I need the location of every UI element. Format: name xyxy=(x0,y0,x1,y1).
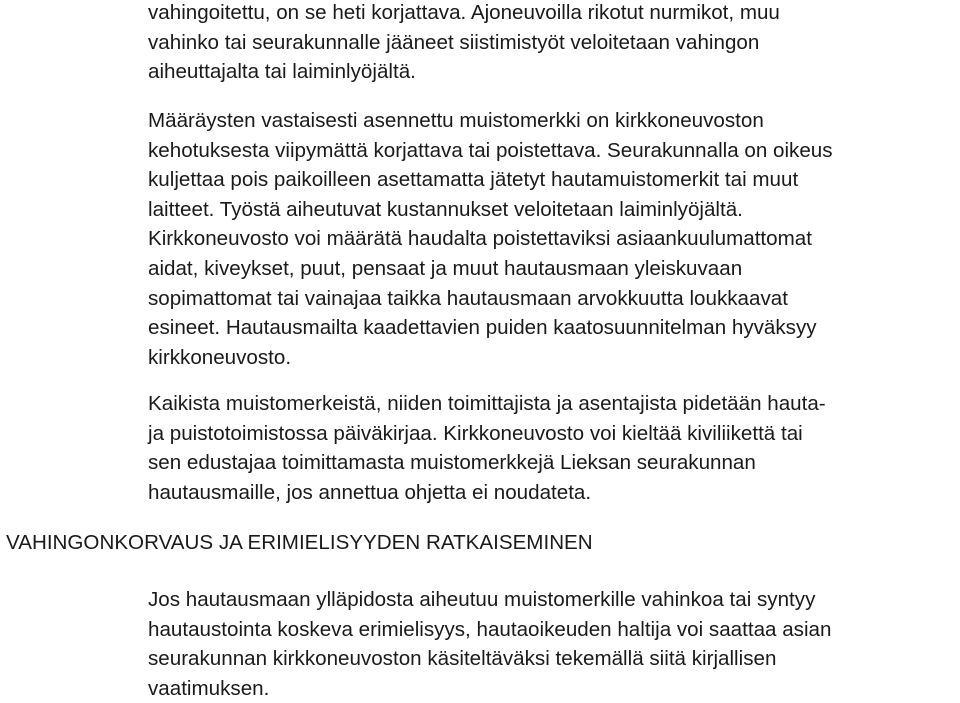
text-line: sopimattomat tai vainajaa taikka hautausmaan arvokkuutta loukkaavat xyxy=(148,286,788,310)
text-line: ja puistotoimistossa päiväkirjaa. Kirkkoneuvosto voi kieltää kiviliikettä tai xyxy=(148,421,803,445)
text-line: kuljettaa pois paikoilleen asettamatta jätetyt hautamuistomerkit tai muut xyxy=(148,168,799,192)
paragraph-damage-compensation xyxy=(148,0,948,87)
text-line: sen edustajaa toimittamasta muistomerkkejä Lieksan seurakunnan xyxy=(148,451,756,475)
paragraph-memorial-removal xyxy=(148,106,948,372)
text-line: Jos hautausmaan ylläpidosta aiheutuu muistomerkille vahinkoa tai syntyy xyxy=(148,588,816,611)
text-line: Kirkkoneuvosto voi määrätä haudalta poistettaviksi asiaankuulumattomat xyxy=(148,227,812,251)
text-line: vaatimuksen. xyxy=(148,676,270,700)
text-line: Kaikista muistomerkeistä, niiden toimittajista ja asentajista pidetään hauta- xyxy=(148,392,826,415)
text-line: kehotuksesta viipymättä korjattava tai poistettava. Seurakunnalla on oikeus xyxy=(148,138,833,162)
text-line: seurakunnan kirkkoneuvoston käsiteltäväksi tekemällä siitä kirjallisen xyxy=(148,647,777,671)
text-line: vahinko tai seurakunnalle jääneet siistimistyöt veloitetaan vahingon xyxy=(148,30,760,54)
text-line: vahingoitettu, on se heti korjattava. Ajoneuvoilla rikotut nurmikot, muu xyxy=(148,1,780,24)
section-heading: VAHINGONKORVAUS JA ERIMIELISYYDEN RATKAISEMINEN xyxy=(6,531,593,554)
text-line: aiheuttajalta tai laiminlyöjältä. xyxy=(148,60,416,84)
text-line: Määräysten vastaisesti asennettu muistomerkki on kirkkoneuvoston xyxy=(148,109,764,132)
text-line: esineet. Hautausmailta kaadettavien puiden kaatosuunnitelman hyväksyy xyxy=(148,316,817,340)
text-line: kirkkoneuvosto. xyxy=(148,345,292,369)
paragraph-dispute-resolution xyxy=(148,585,948,703)
text-line: aidat, kiveykset, puut, pensaat ja muut hautausmaan yleiskuvaan xyxy=(148,256,743,280)
text-line: laitteet. Työstä aiheutuvat kustannukset veloitetaan laiminlyöjältä. xyxy=(148,197,743,221)
text-line: hautausmaille, jos annettua ohjetta ei noudateta. xyxy=(148,480,592,504)
text-line: hautaustointa koskeva erimielisyys, hautaoikeuden haltija voi saattaa asian xyxy=(148,617,832,641)
paragraph-memorial-logbook xyxy=(148,389,948,507)
